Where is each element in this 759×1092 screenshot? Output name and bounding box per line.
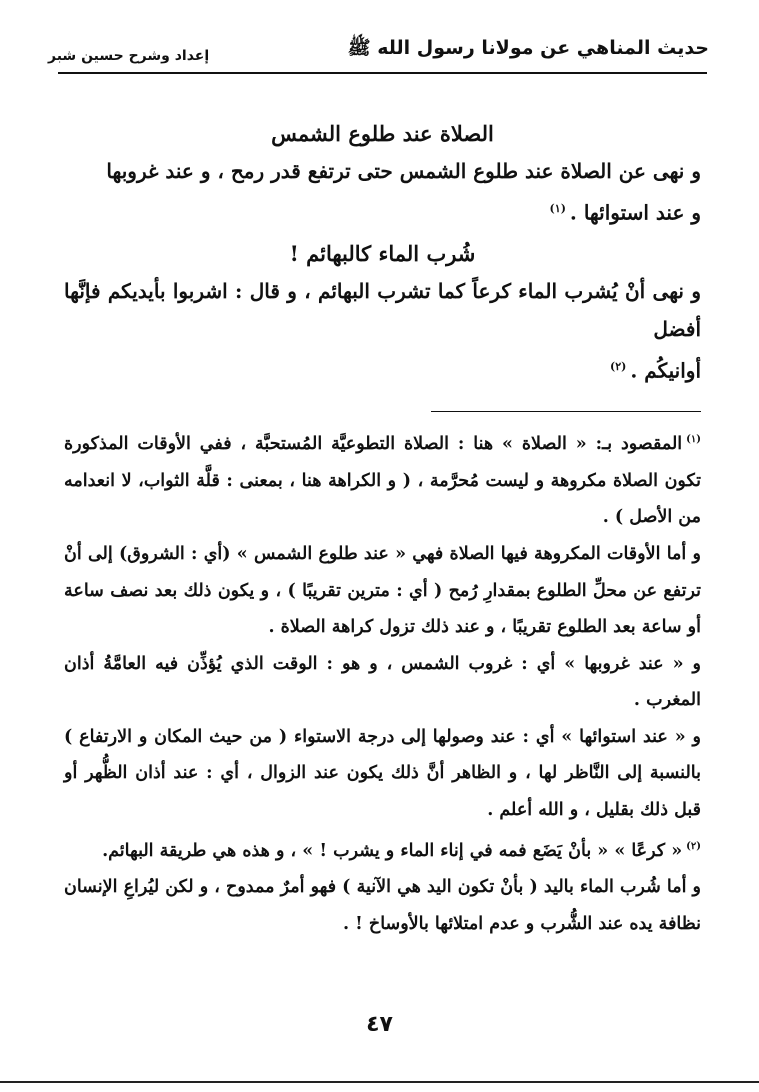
page-bottom-edge (0, 1081, 759, 1083)
running-header (48, 30, 709, 64)
header-rule (58, 72, 707, 74)
footnote-ref-1[interactable]: (١) (549, 202, 566, 215)
header-book-title: حديث المناهي عن مولانا رسول الله ﷺ (347, 37, 709, 59)
section-text-prayer-line2: و عند استوائها . (569, 200, 701, 225)
header-author: إعداد وشرح حسين شبر (48, 48, 210, 64)
footnote-2-paragraph-2: و أما شُرب الماء باليد ( بأنْ تكون اليد هي الآنية ) فهو أمرٌ ممدوح ، و لكن ليُراعِ الإنسان نظافة يده عند الشُّرب و عدم امتلائها بالأوساخ ! . (64, 877, 701, 934)
footnote-ref-2[interactable]: (٢) (609, 359, 627, 373)
section-text-drinking-line1: و نهى أنْ يُشرب الماء كرعاً كما تشرب البهائم ، و قال : اشربوا بأيديكم فإنَّها أفضل (64, 278, 701, 341)
page-number: ٤٧ (366, 1012, 393, 1037)
footnote-2-text: « كرعًا » « بأنْ يَضَع فمه في إناء الماء و يشرب ! » ، و هذه هي طريقة البهائم. (102, 840, 683, 861)
footnote-2-number: (٢) (686, 840, 701, 852)
section-text-drinking (64, 272, 701, 390)
footnote-1-paragraph-4: و « عند استوائها » أي : عند وصولها إلى درجة الاستواء ( من حيث المكان و الارتفاع ) بالنسبة إلى النَّاظر لها ، و الظاهر أنَّ ذلك يكون عند الزوال ، أي : عند أذان الظُّهر أو قبل ذلك بقليل ، و الله أعلم . (64, 726, 701, 821)
section-heading-prayer-at-sunrise: الصلاة عند طلوع الشمس (271, 121, 494, 146)
footnote-2-paragraph-1 (64, 829, 701, 869)
section-heading-drinking-water: شُرب الماء كالبهائم ! (289, 240, 476, 266)
section-text-prayer (64, 152, 701, 232)
page-body (64, 116, 701, 942)
footnote-1-paragraph-1 (64, 422, 701, 536)
footnote-1-paragraph-3: و « عند غروبها » أي : غروب الشمس ، و هو : الوقت الذي يُؤذِّن فيه العامَّةُ أذان المغرب . (64, 653, 701, 711)
footnote-1-number: (١) (686, 434, 701, 446)
footnote-1-text: المقصود بـ: « الصلاة » هنا : الصلاة التطوعيَّة المُستحبَّة ، ففي الأوقات المذكورة تكون الصلاة مكروهة و ليست مُحرَّمة ، ( و الكراهة هنا ، بمعنى : قلَّة الثواب، لا انعدامه من الأصل ) . (64, 434, 701, 528)
footnote-separator (431, 411, 701, 412)
section-text-prayer-line1: و نهى عن الصلاة عند طلوع الشمس حتى ترتفع قدر رمح ، و عند غروبها (106, 159, 701, 183)
footnote-1-paragraph-2: و أما الأوقات المكروهة فيها الصلاة فهي « عند طلوع الشمس » (أي : الشروق) إلى أنْ ترتفع عن محلِّ الطلوع بمقدارِ رُمح ( أي : مترين تقريبًا ) ، و يكون ذلك بعد نصف ساعة أو ساعة بعد الطلوع تقريبًا ، و عند ذلك تزول كراهة الصلاة . (64, 543, 701, 638)
section-text-drinking-line2: أوانيكُم . (630, 358, 701, 383)
